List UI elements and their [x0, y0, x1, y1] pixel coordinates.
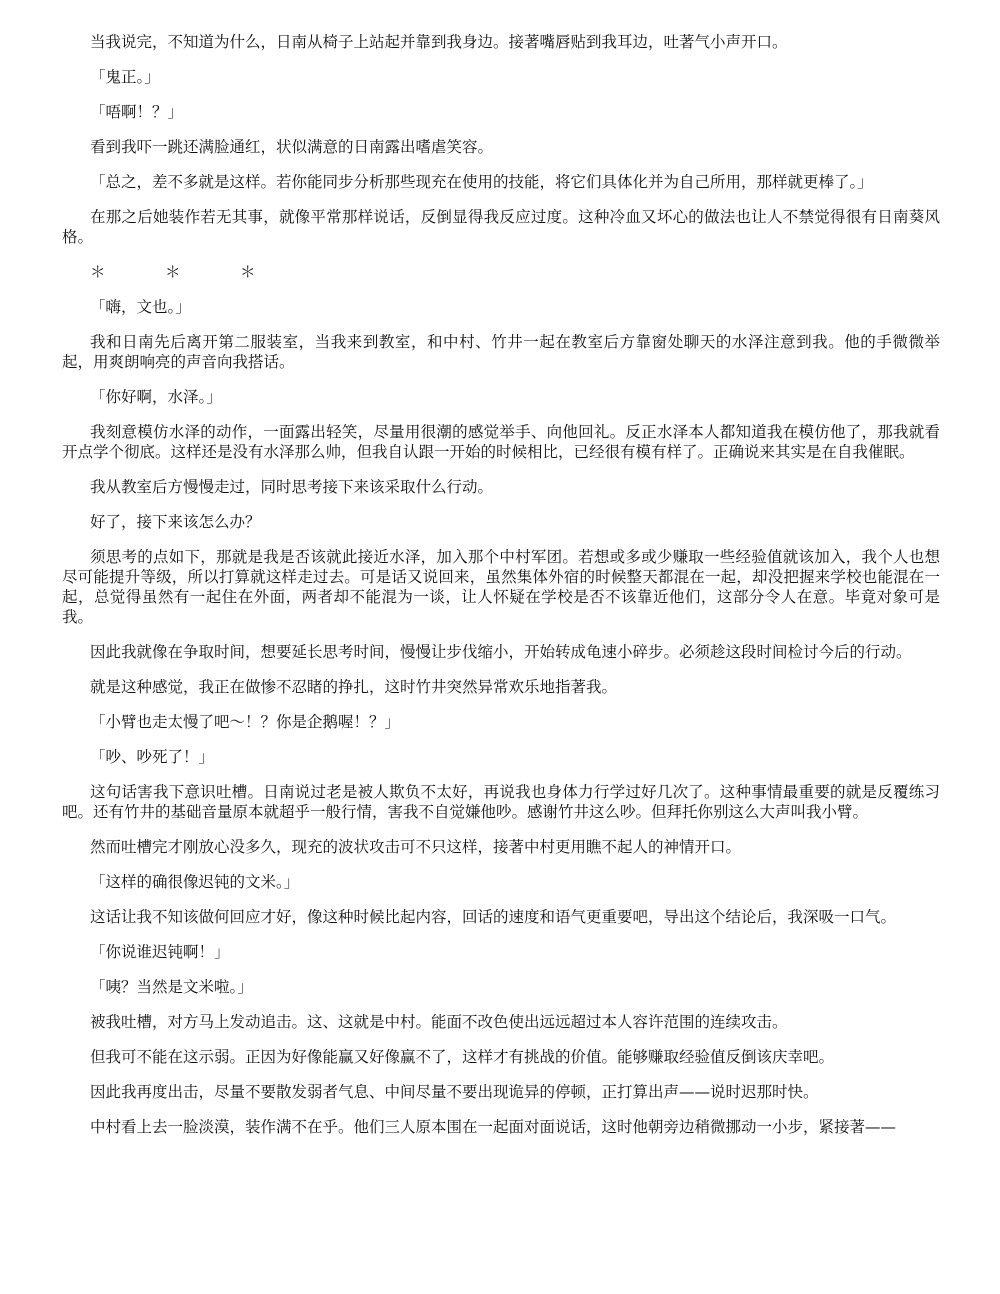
- dialogue-line: 「总之，差不多就是这样。若你能同步分析那些现充在使用的技能，将它们具体化并为自己所用，那样就更棒了。」: [90, 173, 873, 191]
- paragraph: 但我可不能在这示弱。正因为好像能赢又好像赢不了，这样才有挑战的价值。能够赚取经验值反倒该庆幸吧。: [90, 1048, 835, 1066]
- paragraph: 看到我吓一跳还满脸通红，状似满意的日南露出嗜虐笑容。: [90, 138, 494, 156]
- paragraph: 这句话害我下意识吐槽。日南说过老是被人欺负不太好，再说我也身体力行学过好几次了。这种事情最重要的就是反覆练习吧。还有竹井的基础音量原本就超乎一般行情，害我不自觉嫌他吵。感谢竹井这么吵。但拜托你别这么大声叫我小臂。: [62, 783, 940, 821]
- paragraph: 中村看上去一脸淡漠，装作满不在乎。他们三人原本围在一起面对面说话，这时他朝旁边稍微挪动一小步，紧接著——: [90, 1118, 897, 1136]
- paragraph: 这话让我不知该做何回应才好，像这种时候比起内容，回话的速度和语气更重要吧，导出这个结论后，我深吸一口气。: [90, 908, 897, 926]
- section-break: ＊ ＊ ＊: [90, 263, 278, 281]
- paragraph: 在那之后她装作若无其事，就像平常那样说话，反倒显得我反应过度。这种冷血又坏心的做法也让人不禁觉得很有日南葵风格。: [62, 208, 940, 246]
- dialogue-line: 「吵、吵死了！」: [90, 748, 215, 766]
- dialogue-line: 「唔啊！？」: [90, 103, 184, 121]
- dialogue-line: 「你说谁迟钝啊！」: [90, 943, 230, 961]
- paragraph: 因此我就像在争取时间，想要延长思考时间，慢慢让步伐缩小，开始转成龟速小碎步。必须趁这段时间检讨今后的行动。: [90, 643, 912, 661]
- dialogue-line: 「嗨，文也。」: [90, 298, 191, 316]
- paragraph: 当我说完，不知道为什么，日南从椅子上站起并靠到我身边。接著嘴唇贴到我耳边，吐著气小声开口。: [90, 33, 788, 51]
- dialogue-line: 「你好啊，水泽。」: [90, 388, 222, 406]
- dialogue-line: 「鬼正。」: [90, 68, 160, 86]
- paragraph: 我从教室后方慢慢走过，同时思考接下来该采取什么行动。: [90, 478, 494, 496]
- paragraph: 然而吐槽完才刚放心没多久，现充的波状攻击可不只这样，接著中村更用瞧不起人的神情开口。: [90, 838, 742, 856]
- paragraph: 我刻意模仿水泽的动作，一面露出轻笑，尽量用很潮的感觉举手、向他回礼。反正水泽本人都知道我在模仿他了，那我就看开点学个彻底。这样还是没有水泽那么帅，但我自认跟一开始的时候相比，已经很有模有样了。正确说来其实是在自我催眠。: [62, 423, 940, 461]
- paragraph: 须思考的点如下，那就是我是否该就此接近水泽，加入那个中村军团。若想或多或少赚取一些经验值就该加入，我个人也想尽可能提升等级，所以打算就这样走过去。可是话又说回来，虽然集体外宿的时候整天都混在一起，却没把握来学校也能混在一起，总觉得虽然有一起住在外面，两者却不能混为一谈，让人怀疑在学校是否不该靠近他们，这部分令人在意。毕竟对象可是我。: [62, 548, 940, 626]
- paragraph: 我和日南先后离开第二服装室，当我来到教室，和中村、竹井一起在教室后方靠窗处聊天的水泽注意到我。他的手微微举起，用爽朗响亮的声音向我搭话。: [62, 333, 940, 371]
- paragraph: 被我吐槽，对方马上发动追击。这、这就是中村。能面不改色使出远远超过本人容许范围的连续攻击。: [90, 1013, 788, 1031]
- paragraph: 就是这种感觉，我正在做惨不忍睹的挣扎，这时竹井突然异常欢乐地指著我。: [90, 678, 618, 696]
- dialogue-line: 「这样的确很像迟钝的文米。」: [90, 873, 300, 891]
- dialogue-line: 「咦？当然是文米啦。」: [90, 978, 253, 996]
- dialogue-line: 「小臂也走太慢了吧～！？你是企鹅喔！？」: [90, 713, 401, 731]
- paragraph: 好了，接下来该怎么办？: [90, 513, 261, 531]
- paragraph: 因此我再度出击，尽量不要散发弱者气息、中间尽量不要出现诡异的停顿，正打算出声——说时迟那时快。: [90, 1083, 819, 1101]
